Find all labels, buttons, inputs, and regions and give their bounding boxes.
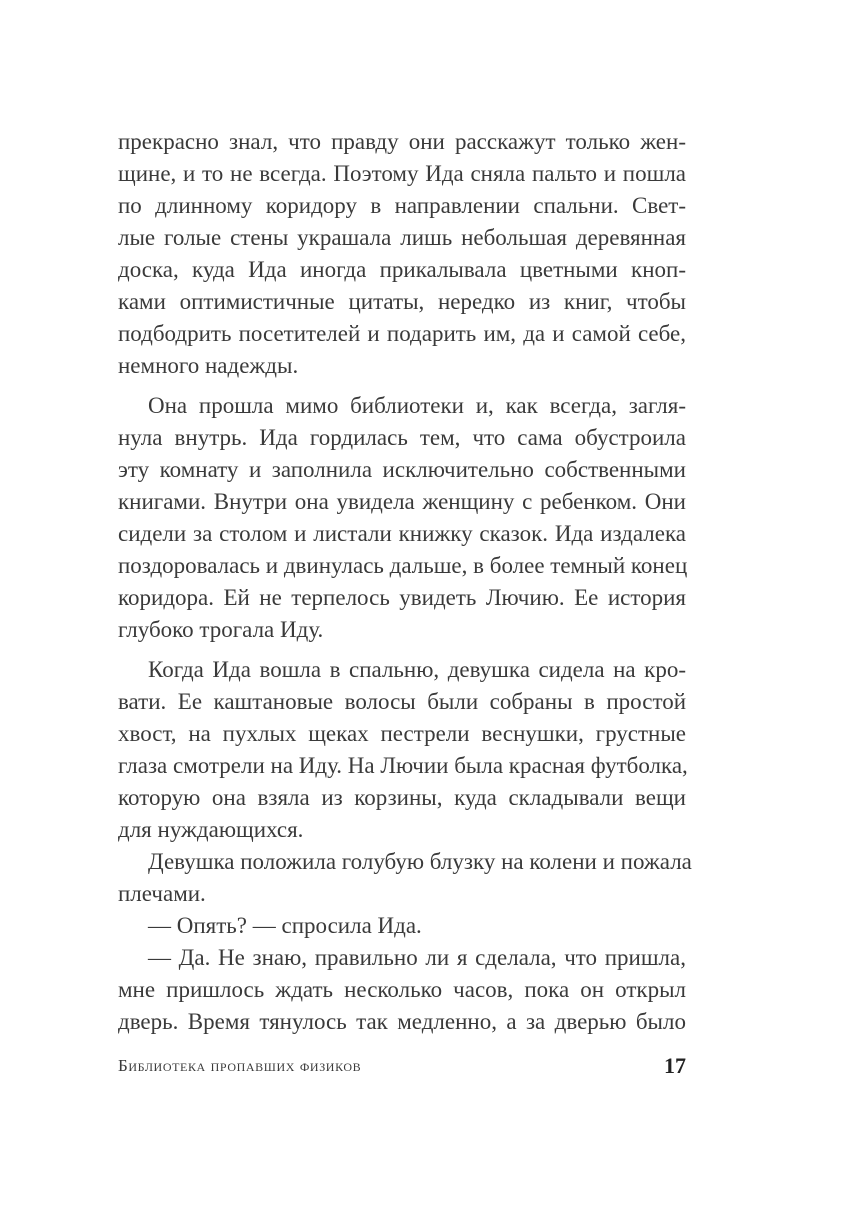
text-line: подбодрить посетителей и подарить им, да и самой себе, [118, 321, 686, 346]
text-line: немного надежды. [118, 353, 299, 378]
text-line: прекрасно знал, что правду они расскажут только жен- [118, 129, 686, 154]
text-line: эту комнату и заполнила исключительно собственными [118, 457, 686, 482]
text-line: сидели за столом и листали книжку сказок. Ида издалека [118, 521, 686, 546]
text-line: доска, куда Ида иногда прикалывала цветными кноп- [118, 257, 686, 282]
text-line: нула внутрь. Ида гордилась тем, что сама обустроила [118, 425, 686, 450]
page-number: 17 [664, 1053, 686, 1078]
text-line: которую она взяла из корзины, куда складывали вещи [118, 785, 686, 810]
text-line: плечами. [118, 881, 206, 906]
text-line: ками оптимистичные цитаты, нередко из книг, чтобы [118, 289, 686, 314]
running-footer-title: Библиотека пропавших физиков [118, 1056, 362, 1075]
text-line: глубоко трогала Иду. [118, 617, 324, 642]
text-line: глаза смотрели на Иду. На Лючии была красная футболка, [118, 753, 688, 778]
text-line: мне пришлось ждать несколько часов, пока он открыл [118, 977, 686, 1002]
text-line: дверь. Время тянулось так медленно, а за дверью было [118, 1009, 686, 1034]
text-line: для нуждающихся. [118, 817, 304, 842]
text-line: Она прошла мимо библиотеки и, как всегда, загля- [148, 393, 686, 418]
text-line: — Да. Не знаю, правильно ли я сделала, что пришла, [148, 945, 686, 970]
text-line: вати. Ее каштановые волосы были собраны в простой [118, 689, 686, 714]
text-line: лые голые стены украшала лишь небольшая деревянная [118, 225, 686, 250]
text-line: по длинному коридору в направлении спальни. Свет- [118, 193, 686, 218]
text-line: коридора. Ей не терпелось увидеть Лючию. Ее история [118, 585, 686, 610]
text-line: — Опять? — спросила Ида. [148, 913, 422, 938]
text-line: Когда Ида вошла в спальню, девушка сидела на кро- [148, 657, 686, 682]
text-line: поздоровалась и двинулась дальше, в более темный конец [118, 553, 688, 578]
text-line: книгами. Внутри она увидела женщину с ребенком. Они [118, 489, 686, 514]
text-line: щине, и то не всегда. Поэтому Ида сняла пальто и пошла [118, 161, 686, 186]
text-line: Девушка положила голубую блузку на колени и пожала [148, 849, 692, 874]
text-line: хвост, на пухлых щеках пестрели веснушки, грустные [118, 721, 686, 746]
